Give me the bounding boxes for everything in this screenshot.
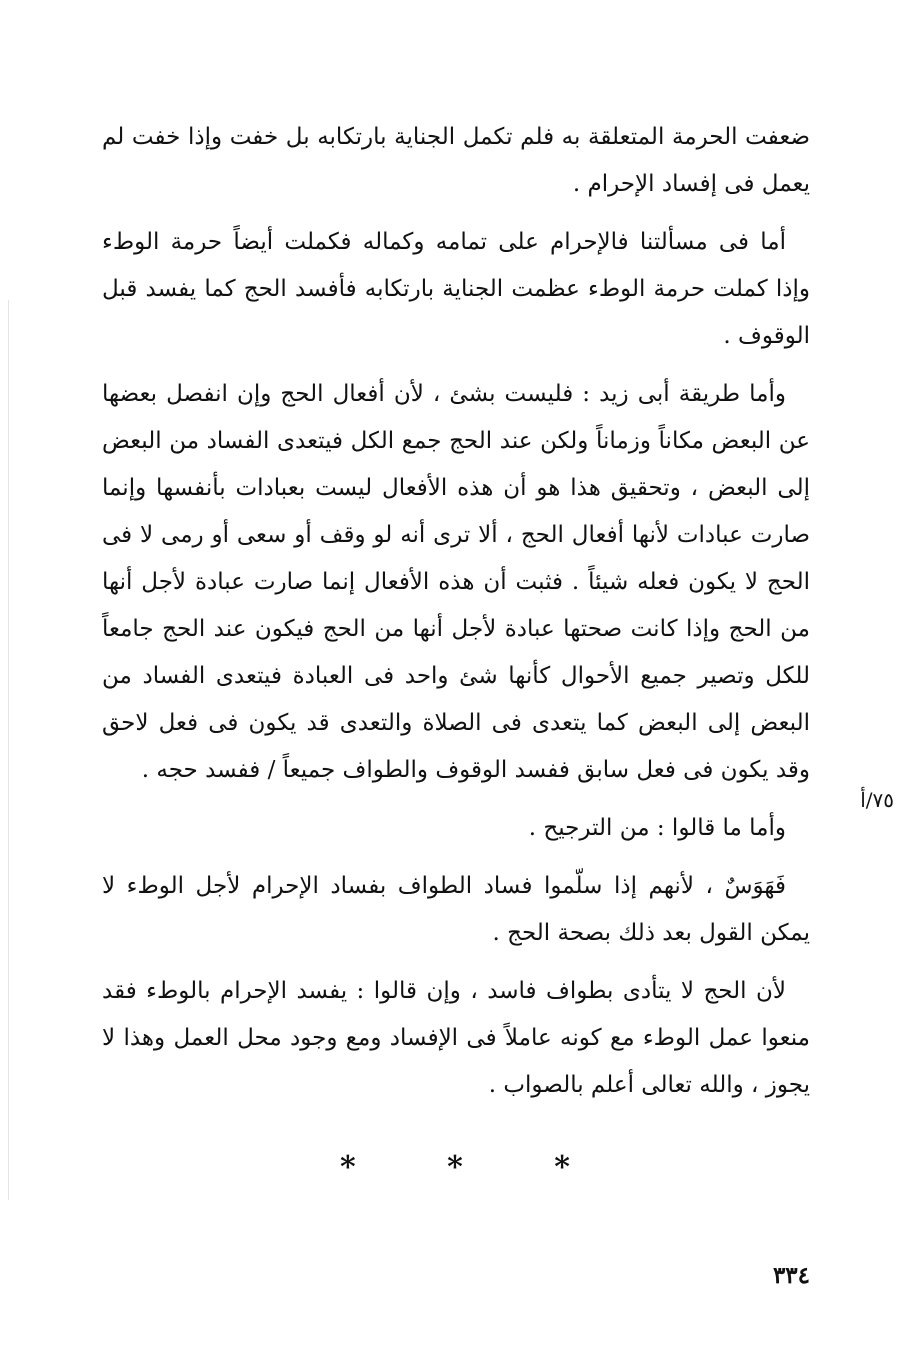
manuscript-folio-note: ٧٥/أ (860, 788, 894, 812)
paragraph-4: وأما ما قالوا : من الترجيح . (528, 815, 786, 841)
section-separator (340, 1150, 570, 1185)
paragraph-3: وأما طريقة أبى زيد : فليست بشئ ، لأن أفعال الحج وإن انفصل بعضها عن البعض مكاناً وزماناً ولكن عند الحج جمع الكل فيتعدى الفساد من البعض إلى البعض ، وتحقيق هذا هو أن هذه الأفعال ليست بعبادات بأنفسها وإنما صارت عبادات لأنها أفعال الحج ، ألا ترى أنه لو وقف أو سعى أو رمى لا فى الحج لا يكون فعله شيئاً . فثبت أن هذه الأفعال إنما صارت عبادة لأجل أنها من الحج وإذا كانت صحتها عبادة لأجل أنها من الحج فيكون عند الحج جامعاً للكل وتصير جميع الأحوال كأنها شئ واحد فى العبادة فيتعدى الفساد من البعض إلى البعض كما يتعدى فى الصلاة والتعدى قد يكون فى فعل لاحق وقد يكون فى فعل سابق ففسد الوقوف والطواف جميعاً / ففسد حجه . (102, 381, 810, 783)
paragraph-6: لأن الحج لا يتأدى بطواف فاسد ، وإن قالوا : يفسد الإحرام بالوطء فقد منعوا عمل الوطء مع كونه عاملاً فى الإفساد ومع وجود محل العمل وهذا لا يجوز ، والله تعالى أعلم بالصواب . (102, 978, 810, 1098)
separator-star-3: * (554, 1150, 570, 1185)
paragraph-1: ضعفت الحرمة المتعلقة به فلم تكمل الجناية بارتكابه بل خفت وإذا خفت لم يعمل فى إفساد الإحرام . (102, 124, 810, 197)
page-number: ٣٣٤ (772, 1262, 810, 1289)
paragraph-2: أما فى مسألتنا فالإحرام على تمامه وكماله فكملت أيضاً حرمة الوطء وإذا كملت حرمة الوطء عظمت الجناية بارتكابه فأفسد الحج كما يفسد قبل الوقوف . (102, 229, 810, 349)
paragraph-5: فَهَوَسٌ ، لأنهم إذا سلّموا فساد الطواف بفساد الإحرام لأجل الوطء لا يمكن القول بعد ذلك بصحة الحج . (102, 873, 810, 946)
separator-star-2: * (447, 1150, 463, 1185)
separator-star-1: * (340, 1150, 356, 1185)
scan-edge-shadow (8, 300, 9, 1200)
body-text (102, 114, 810, 1120)
